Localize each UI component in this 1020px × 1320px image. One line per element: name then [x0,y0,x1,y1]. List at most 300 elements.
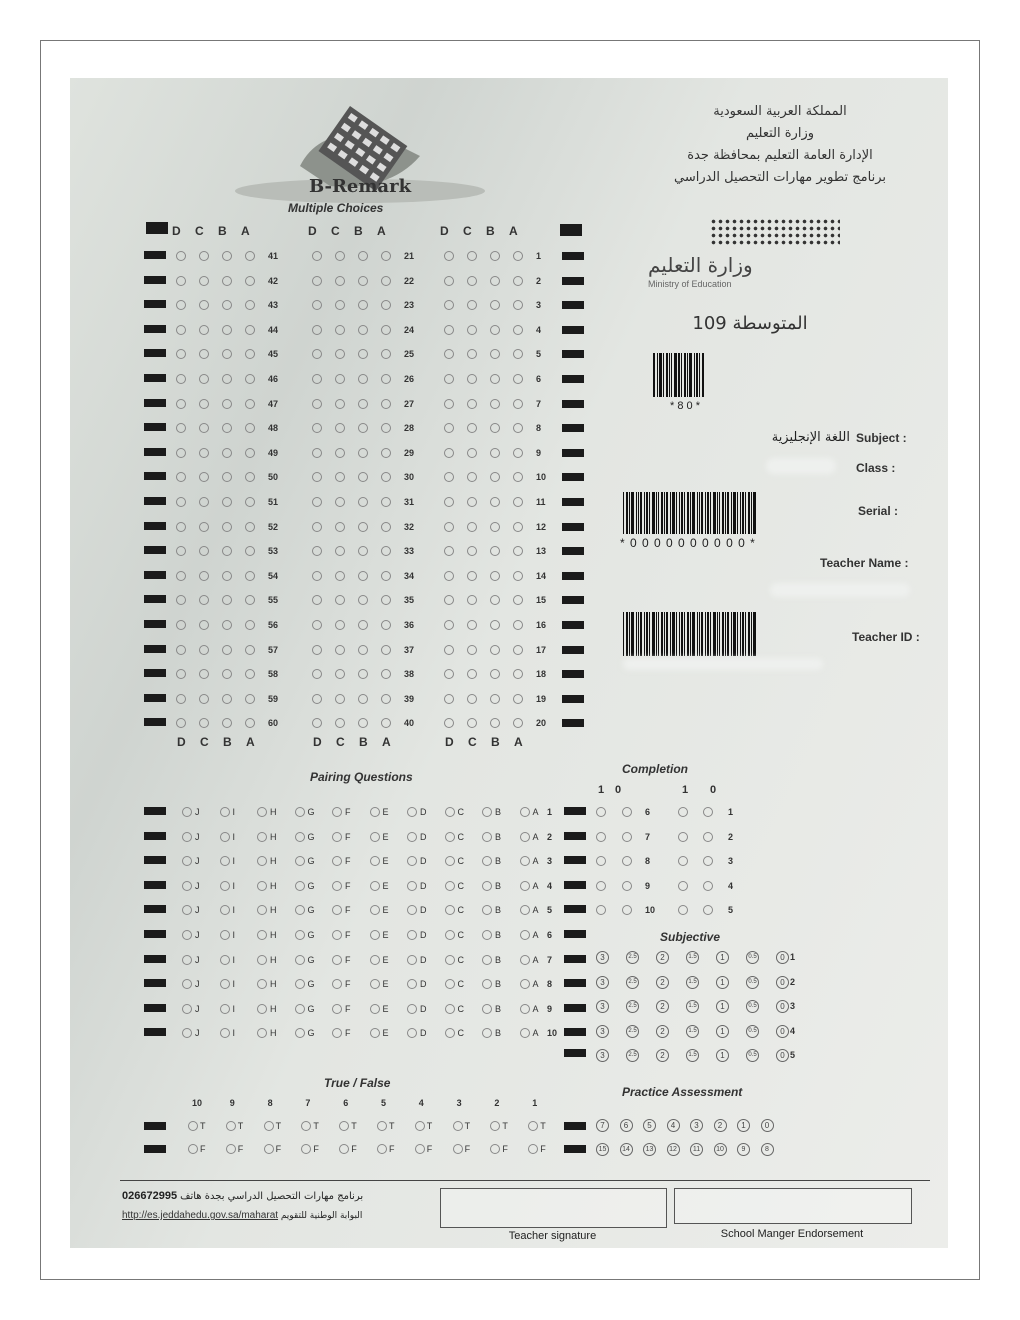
answer-bubble[interactable] [381,645,391,655]
answer-bubble[interactable] [467,522,477,532]
answer-bubble[interactable] [312,374,322,384]
answer-bubble[interactable] [176,423,186,433]
answer-bubble[interactable] [358,276,368,286]
answer-bubble[interactable] [199,399,209,409]
answer-bubble[interactable] [312,718,322,728]
answer-bubble[interactable] [444,251,454,261]
answer-bubble[interactable] [335,546,345,556]
answer-bubble[interactable] [199,349,209,359]
subjective-score-bubble[interactable]: 1 [716,1049,729,1062]
subjective-score-bubble[interactable]: 1 [716,1025,729,1038]
answer-bubble[interactable] [513,423,523,433]
answer-bubble[interactable] [444,325,454,335]
answer-bubble[interactable] [312,251,322,261]
answer-bubble[interactable] [513,694,523,704]
answer-bubble[interactable] [467,448,477,458]
subjective-score-bubble[interactable]: 2.5 [626,951,639,964]
true-bubble[interactable] [264,1121,274,1131]
answer-bubble[interactable] [199,300,209,310]
pairing-bubble[interactable] [220,881,230,891]
pairing-bubble[interactable] [220,979,230,989]
pairing-bubble[interactable] [332,832,342,842]
pairing-bubble[interactable] [295,979,305,989]
practice-bubble[interactable]: 0 [761,1119,774,1132]
pairing-bubble[interactable] [482,832,492,842]
answer-bubble[interactable] [312,497,322,507]
answer-bubble[interactable] [245,694,255,704]
pairing-bubble[interactable] [520,807,530,817]
answer-bubble[interactable] [199,522,209,532]
answer-bubble[interactable] [176,497,186,507]
practice-bubble[interactable]: 2 [714,1119,727,1132]
pairing-bubble[interactable] [295,930,305,940]
answer-bubble[interactable] [490,669,500,679]
completion-bubble[interactable] [622,807,632,817]
pairing-bubble[interactable] [332,856,342,866]
pairing-bubble[interactable] [520,881,530,891]
answer-bubble[interactable] [312,571,322,581]
answer-bubble[interactable] [335,522,345,532]
answer-bubble[interactable] [444,595,454,605]
answer-bubble[interactable] [222,349,232,359]
pairing-bubble[interactable] [445,832,455,842]
subjective-score-bubble[interactable]: 0 [776,951,789,964]
pairing-bubble[interactable] [182,905,192,915]
pairing-bubble[interactable] [257,881,267,891]
answer-bubble[interactable] [490,546,500,556]
answer-bubble[interactable] [199,423,209,433]
answer-bubble[interactable] [358,620,368,630]
answer-bubble[interactable] [490,423,500,433]
answer-bubble[interactable] [490,325,500,335]
answer-bubble[interactable] [358,595,368,605]
answer-bubble[interactable] [335,251,345,261]
answer-bubble[interactable] [176,251,186,261]
answer-bubble[interactable] [358,645,368,655]
pairing-bubble[interactable] [182,979,192,989]
practice-bubble[interactable]: 13 [643,1143,656,1156]
pairing-bubble[interactable] [407,881,417,891]
subjective-score-bubble[interactable]: 3 [596,1049,609,1062]
answer-bubble[interactable] [176,595,186,605]
pairing-bubble[interactable] [257,1028,267,1038]
subjective-score-bubble[interactable]: 1 [716,976,729,989]
answer-bubble[interactable] [358,669,368,679]
answer-bubble[interactable] [335,694,345,704]
answer-bubble[interactable] [381,571,391,581]
practice-bubble[interactable]: 3 [690,1119,703,1132]
answer-bubble[interactable] [467,423,477,433]
pairing-bubble[interactable] [445,979,455,989]
answer-bubble[interactable] [222,325,232,335]
answer-bubble[interactable] [335,472,345,482]
true-bubble[interactable] [490,1121,500,1131]
answer-bubble[interactable] [222,300,232,310]
pairing-bubble[interactable] [220,856,230,866]
pairing-bubble[interactable] [370,1004,380,1014]
completion-bubble[interactable] [622,832,632,842]
practice-bubble[interactable]: 5 [643,1119,656,1132]
pairing-bubble[interactable] [182,881,192,891]
pairing-bubble[interactable] [407,832,417,842]
answer-bubble[interactable] [381,620,391,630]
practice-bubble[interactable]: 14 [620,1143,633,1156]
completion-bubble[interactable] [678,856,688,866]
answer-bubble[interactable] [444,497,454,507]
practice-bubble[interactable]: 12 [667,1143,680,1156]
pairing-bubble[interactable] [445,1004,455,1014]
answer-bubble[interactable] [199,595,209,605]
false-bubble[interactable] [264,1144,274,1154]
pairing-bubble[interactable] [445,856,455,866]
answer-bubble[interactable] [245,497,255,507]
answer-bubble[interactable] [199,669,209,679]
answer-bubble[interactable] [490,694,500,704]
answer-bubble[interactable] [381,349,391,359]
pairing-bubble[interactable] [257,1004,267,1014]
answer-bubble[interactable] [312,399,322,409]
answer-bubble[interactable] [490,522,500,532]
pairing-bubble[interactable] [482,807,492,817]
answer-bubble[interactable] [222,374,232,384]
pairing-bubble[interactable] [182,930,192,940]
pairing-bubble[interactable] [407,1004,417,1014]
answer-bubble[interactable] [245,448,255,458]
answer-bubble[interactable] [245,620,255,630]
answer-bubble[interactable] [467,620,477,630]
answer-bubble[interactable] [312,349,322,359]
subjective-score-bubble[interactable]: 2.5 [626,976,639,989]
pairing-bubble[interactable] [182,856,192,866]
answer-bubble[interactable] [335,620,345,630]
completion-bubble[interactable] [622,856,632,866]
completion-bubble[interactable] [678,905,688,915]
answer-bubble[interactable] [199,694,209,704]
false-bubble[interactable] [453,1144,463,1154]
answer-bubble[interactable] [358,694,368,704]
answer-bubble[interactable] [199,718,209,728]
answer-bubble[interactable] [444,399,454,409]
answer-bubble[interactable] [335,718,345,728]
answer-bubble[interactable] [467,374,477,384]
answer-bubble[interactable] [490,595,500,605]
answer-bubble[interactable] [312,448,322,458]
answer-bubble[interactable] [222,571,232,581]
false-bubble[interactable] [188,1144,198,1154]
pairing-bubble[interactable] [182,955,192,965]
answer-bubble[interactable] [176,522,186,532]
answer-bubble[interactable] [358,497,368,507]
subjective-score-bubble[interactable]: 3 [596,951,609,964]
answer-bubble[interactable] [312,276,322,286]
answer-bubble[interactable] [335,571,345,581]
pairing-bubble[interactable] [295,905,305,915]
answer-bubble[interactable] [222,620,232,630]
answer-bubble[interactable] [176,620,186,630]
answer-bubble[interactable] [222,522,232,532]
false-bubble[interactable] [301,1144,311,1154]
answer-bubble[interactable] [444,349,454,359]
answer-bubble[interactable] [358,571,368,581]
pairing-bubble[interactable] [445,807,455,817]
answer-bubble[interactable] [199,571,209,581]
pairing-bubble[interactable] [257,807,267,817]
true-bubble[interactable] [301,1121,311,1131]
answer-bubble[interactable] [381,472,391,482]
answer-bubble[interactable] [381,374,391,384]
answer-bubble[interactable] [176,472,186,482]
answer-bubble[interactable] [245,571,255,581]
answer-bubble[interactable] [199,374,209,384]
answer-bubble[interactable] [358,399,368,409]
answer-bubble[interactable] [467,399,477,409]
pairing-bubble[interactable] [182,807,192,817]
answer-bubble[interactable] [245,472,255,482]
pairing-bubble[interactable] [520,979,530,989]
answer-bubble[interactable] [222,472,232,482]
subjective-score-bubble[interactable]: 0.5 [746,1049,759,1062]
pairing-bubble[interactable] [332,979,342,989]
pairing-bubble[interactable] [520,1004,530,1014]
pairing-bubble[interactable] [257,856,267,866]
answer-bubble[interactable] [467,497,477,507]
false-bubble[interactable] [226,1144,236,1154]
completion-bubble[interactable] [703,832,713,842]
answer-bubble[interactable] [444,718,454,728]
answer-bubble[interactable] [467,645,477,655]
subjective-score-bubble[interactable]: 1.5 [686,951,699,964]
answer-bubble[interactable] [312,300,322,310]
answer-bubble[interactable] [444,571,454,581]
answer-bubble[interactable] [199,448,209,458]
answer-bubble[interactable] [358,251,368,261]
answer-bubble[interactable] [381,251,391,261]
answer-bubble[interactable] [176,448,186,458]
answer-bubble[interactable] [381,595,391,605]
pairing-bubble[interactable] [295,856,305,866]
subjective-score-bubble[interactable]: 0 [776,976,789,989]
subjective-score-bubble[interactable]: 3 [596,1000,609,1013]
answer-bubble[interactable] [222,694,232,704]
pairing-bubble[interactable] [407,930,417,940]
answer-bubble[interactable] [176,718,186,728]
subjective-score-bubble[interactable]: 2 [656,976,669,989]
practice-bubble[interactable]: 7 [596,1119,609,1132]
answer-bubble[interactable] [381,300,391,310]
answer-bubble[interactable] [490,448,500,458]
answer-bubble[interactable] [490,399,500,409]
answer-bubble[interactable] [245,251,255,261]
answer-bubble[interactable] [335,325,345,335]
answer-bubble[interactable] [467,546,477,556]
pairing-bubble[interactable] [257,832,267,842]
pairing-bubble[interactable] [220,930,230,940]
practice-bubble[interactable]: 6 [620,1119,633,1132]
practice-bubble[interactable]: 9 [737,1143,750,1156]
pairing-bubble[interactable] [257,955,267,965]
answer-bubble[interactable] [245,300,255,310]
answer-bubble[interactable] [513,472,523,482]
answer-bubble[interactable] [199,645,209,655]
answer-bubble[interactable] [381,325,391,335]
answer-bubble[interactable] [176,325,186,335]
subjective-score-bubble[interactable]: 0.5 [746,1000,759,1013]
answer-bubble[interactable] [222,546,232,556]
subjective-score-bubble[interactable]: 1.5 [686,1000,699,1013]
answer-bubble[interactable] [444,423,454,433]
answer-bubble[interactable] [513,448,523,458]
answer-bubble[interactable] [312,472,322,482]
answer-bubble[interactable] [490,300,500,310]
pairing-bubble[interactable] [332,807,342,817]
subjective-score-bubble[interactable]: 1.5 [686,1025,699,1038]
answer-bubble[interactable] [176,571,186,581]
answer-bubble[interactable] [335,349,345,359]
answer-bubble[interactable] [312,694,322,704]
answer-bubble[interactable] [245,349,255,359]
pairing-bubble[interactable] [220,955,230,965]
answer-bubble[interactable] [513,349,523,359]
answer-bubble[interactable] [381,669,391,679]
practice-bubble[interactable]: 4 [667,1119,680,1132]
answer-bubble[interactable] [245,595,255,605]
pairing-bubble[interactable] [370,832,380,842]
completion-bubble[interactable] [703,881,713,891]
pairing-bubble[interactable] [220,1028,230,1038]
pairing-bubble[interactable] [332,930,342,940]
answer-bubble[interactable] [467,300,477,310]
answer-bubble[interactable] [312,522,322,532]
subjective-score-bubble[interactable]: 2 [656,951,669,964]
answer-bubble[interactable] [176,276,186,286]
pairing-bubble[interactable] [220,1004,230,1014]
completion-bubble[interactable] [622,905,632,915]
answer-bubble[interactable] [335,276,345,286]
answer-bubble[interactable] [467,669,477,679]
answer-bubble[interactable] [199,472,209,482]
answer-bubble[interactable] [312,423,322,433]
answer-bubble[interactable] [245,399,255,409]
answer-bubble[interactable] [513,325,523,335]
pairing-bubble[interactable] [407,905,417,915]
footer-url[interactable]: http://es.jeddahedu.gov.sa/maharat [122,1210,279,1221]
pairing-bubble[interactable] [332,1028,342,1038]
answer-bubble[interactable] [312,325,322,335]
answer-bubble[interactable] [513,620,523,630]
pairing-bubble[interactable] [482,979,492,989]
pairing-bubble[interactable] [182,1004,192,1014]
answer-bubble[interactable] [335,300,345,310]
subjective-score-bubble[interactable]: 1.5 [686,1049,699,1062]
answer-bubble[interactable] [176,300,186,310]
answer-bubble[interactable] [467,718,477,728]
pairing-bubble[interactable] [520,832,530,842]
answer-bubble[interactable] [381,448,391,458]
false-bubble[interactable] [415,1144,425,1154]
completion-bubble[interactable] [703,905,713,915]
pairing-bubble[interactable] [445,930,455,940]
answer-bubble[interactable] [467,251,477,261]
answer-bubble[interactable] [513,497,523,507]
pairing-bubble[interactable] [257,930,267,940]
answer-bubble[interactable] [176,645,186,655]
answer-bubble[interactable] [467,595,477,605]
answer-bubble[interactable] [335,497,345,507]
subjective-score-bubble[interactable]: 2.5 [626,1049,639,1062]
answer-bubble[interactable] [222,399,232,409]
pairing-bubble[interactable] [332,1004,342,1014]
pairing-bubble[interactable] [370,930,380,940]
answer-bubble[interactable] [444,300,454,310]
completion-bubble[interactable] [596,807,606,817]
pairing-bubble[interactable] [407,979,417,989]
answer-bubble[interactable] [490,349,500,359]
answer-bubble[interactable] [513,546,523,556]
answer-bubble[interactable] [222,595,232,605]
pairing-bubble[interactable] [295,832,305,842]
answer-bubble[interactable] [381,718,391,728]
pairing-bubble[interactable] [520,905,530,915]
answer-bubble[interactable] [222,276,232,286]
completion-bubble[interactable] [596,856,606,866]
false-bubble[interactable] [377,1144,387,1154]
answer-bubble[interactable] [335,374,345,384]
completion-bubble[interactable] [596,832,606,842]
answer-bubble[interactable] [222,251,232,261]
answer-bubble[interactable] [176,399,186,409]
answer-bubble[interactable] [467,694,477,704]
subjective-score-bubble[interactable]: 1 [716,1000,729,1013]
answer-bubble[interactable] [513,595,523,605]
pairing-bubble[interactable] [182,832,192,842]
answer-bubble[interactable] [245,718,255,728]
pairing-bubble[interactable] [407,807,417,817]
practice-bubble[interactable]: 11 [690,1143,703,1156]
completion-bubble[interactable] [678,832,688,842]
subjective-score-bubble[interactable]: 0.5 [746,951,759,964]
answer-bubble[interactable] [513,276,523,286]
subjective-score-bubble[interactable]: 3 [596,1025,609,1038]
answer-bubble[interactable] [381,694,391,704]
answer-bubble[interactable] [381,546,391,556]
subjective-score-bubble[interactable]: 0 [776,1000,789,1013]
answer-bubble[interactable] [381,276,391,286]
answer-bubble[interactable] [335,423,345,433]
answer-bubble[interactable] [358,300,368,310]
teacher-signature-box[interactable] [440,1188,667,1228]
pairing-bubble[interactable] [520,1028,530,1038]
completion-bubble[interactable] [703,807,713,817]
pairing-bubble[interactable] [445,881,455,891]
pairing-bubble[interactable] [520,856,530,866]
pairing-bubble[interactable] [332,905,342,915]
answer-bubble[interactable] [490,251,500,261]
answer-bubble[interactable] [312,620,322,630]
answer-bubble[interactable] [490,571,500,581]
answer-bubble[interactable] [176,374,186,384]
pairing-bubble[interactable] [482,1004,492,1014]
pairing-bubble[interactable] [407,856,417,866]
answer-bubble[interactable] [245,325,255,335]
true-bubble[interactable] [415,1121,425,1131]
answer-bubble[interactable] [245,374,255,384]
pairing-bubble[interactable] [257,905,267,915]
answer-bubble[interactable] [467,276,477,286]
answer-bubble[interactable] [490,276,500,286]
answer-bubble[interactable] [490,620,500,630]
pairing-bubble[interactable] [407,955,417,965]
false-bubble[interactable] [339,1144,349,1154]
